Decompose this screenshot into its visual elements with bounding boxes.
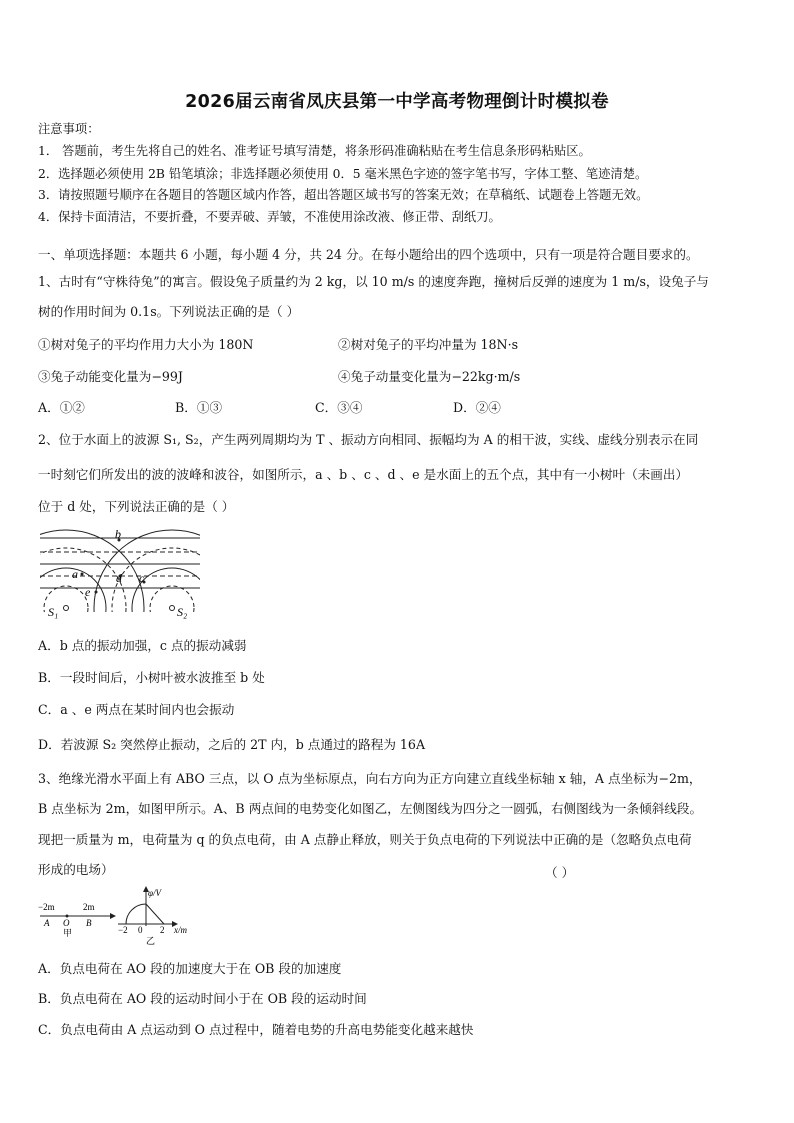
q2-option-a: A．b 点的振动加强，c 点的振动减弱	[38, 638, 247, 653]
q2-option-b: B．一段时间后，小树叶被水波推至 b 处	[38, 670, 265, 685]
tick-label: 2	[160, 925, 165, 935]
q1-choice-d: D．②④	[453, 400, 501, 415]
q2-option-d: D．若波源 S₂ 突然停止振动，之后的 2T 内，b 点通过的路程为 16A	[38, 737, 426, 752]
note-item: 2．选择题必须使用 2B 铅笔填涂；非选择题必须使用 0．5 毫米黑色字迹的签字笔书写，字体工整、笔迹清楚。	[38, 167, 648, 181]
question-2-text: 位于 d 处，下列说法正确的是（ ）	[38, 499, 235, 514]
question-3-text: B 点坐标为 2m，如图甲所示。A、B 两点间的电势变化如图乙，左侧图线为四分之一圆弧，右侧图线为一条倾斜线段。	[38, 801, 703, 816]
page-title: 2026届云南省凤庆县第一中学高考物理倒计时模拟卷	[185, 92, 609, 112]
q1-statement: ③兔子动能变化量为−99J	[38, 369, 183, 384]
figure-caption: 乙	[146, 936, 156, 946]
question-1-text: 树的作用时间为 0.1s。下列说法正确的是（ ）	[38, 304, 300, 319]
figure-jia	[38, 898, 118, 938]
note-item: 1． 答题前，考生先将自己的姓名、准考证号填写清楚，将条形码准确粘贴在考生信息条形码粘贴区。	[38, 144, 591, 158]
q3-option-a: A．负点电荷在 AO 段的加速度大于在 OB 段的加速度	[38, 961, 342, 976]
point-b-label: B	[86, 918, 92, 928]
point-e-label: e	[85, 585, 91, 599]
tick-label: 0	[138, 925, 143, 935]
tick-label: −2	[118, 925, 128, 935]
note-item: 3．请按照题号顺序在各题目的答题区域内作答，超出答题区域书写的答案无效；在草稿纸、试题卷上答题无效。	[38, 188, 649, 202]
q1-statement: ④兔子动量变化量为−22kg·m/s	[338, 369, 521, 384]
y-axis-label: φ/V	[148, 888, 161, 898]
figure-caption: 甲	[63, 928, 73, 938]
point-c-label: c	[139, 571, 145, 585]
source-s1-label: S₁	[48, 605, 59, 619]
question-3-text: 形成的电场）	[38, 862, 114, 877]
note-item: 4．保持卡面清洁，不要折叠，不要弄破、弄皱，不准使用涂改液、修正带、刮纸刀。	[38, 210, 501, 224]
q1-choice-a: A．①②	[38, 400, 85, 415]
notes-heading: 注意事项：	[38, 122, 100, 136]
q1-choice-b: B．①③	[175, 400, 223, 415]
wave-interference-figure	[40, 526, 200, 622]
tick-label: 2m	[83, 902, 95, 912]
point-a-label: a	[72, 567, 78, 581]
q1-statement: ①树对兔子的平均作用力大小为 180N	[38, 337, 254, 352]
point-b-label: b	[115, 527, 121, 541]
question-3-text: 3、绝缘光滑水平面上有 ABO 三点，以 O 点为坐标原点，向右方向为正方向建立直线坐标轴 x 轴，A 点坐标为−2m，	[38, 771, 702, 786]
q1-choice-c: C．③④	[315, 400, 363, 415]
q3-option-b: B．负点电荷在 AO 段的运动时间小于在 OB 段的运动时间	[38, 991, 367, 1006]
source-s2-label: S₂	[177, 605, 188, 619]
x-axis-label: x/m	[174, 925, 187, 935]
point-o-label: O	[63, 918, 70, 928]
figure-yi	[116, 884, 200, 946]
q2-option-c: C．a 、e 两点在某时间内也会振动	[38, 702, 235, 717]
point-a-label: A	[44, 918, 50, 928]
section-heading: 一、单项选择题：本题共 6 小题，每小题 4 分，共 24 分。在每小题给出的四个选项中，只有一项是符合题目要求的。	[38, 247, 699, 262]
q3-option-c: C．负点电荷由 A 点运动到 O 点过程中，随着电势的升高电势能变化越来越快	[38, 1022, 474, 1037]
question-1-text: 1、古时有“守株待兔”的寓言。假设兔子质量约为 2 kg，以 10 m/s 的速度奔跑，撞树后反弹的速度为 1 m/s，设兔子与	[38, 274, 709, 289]
q1-statement: ②树对兔子的平均冲量为 18N·s	[338, 337, 519, 352]
question-2-text: 2、位于水面上的波源 S₁, S₂，产生两列周期均为 T 、振动方向相同、振幅均为 A 的相干波，实线、虚线分别表示在同	[38, 432, 699, 447]
question-3-text: 现把一质量为 m，电荷量为 q 的负点电荷，由 A 点静止释放，则关于负点电荷的下列说法中正确的是（忽略负点电荷	[38, 832, 692, 847]
point-d-label: d	[116, 571, 122, 585]
tick-label: −2m	[38, 902, 55, 912]
answer-bracket: （ ）	[545, 865, 575, 880]
question-2-text: 一时刻它们所发出的波的波峰和波谷，如图所示，a 、b 、c 、d 、e 是水面上的五个点，其中有一小树叶（未画出）	[38, 467, 689, 482]
